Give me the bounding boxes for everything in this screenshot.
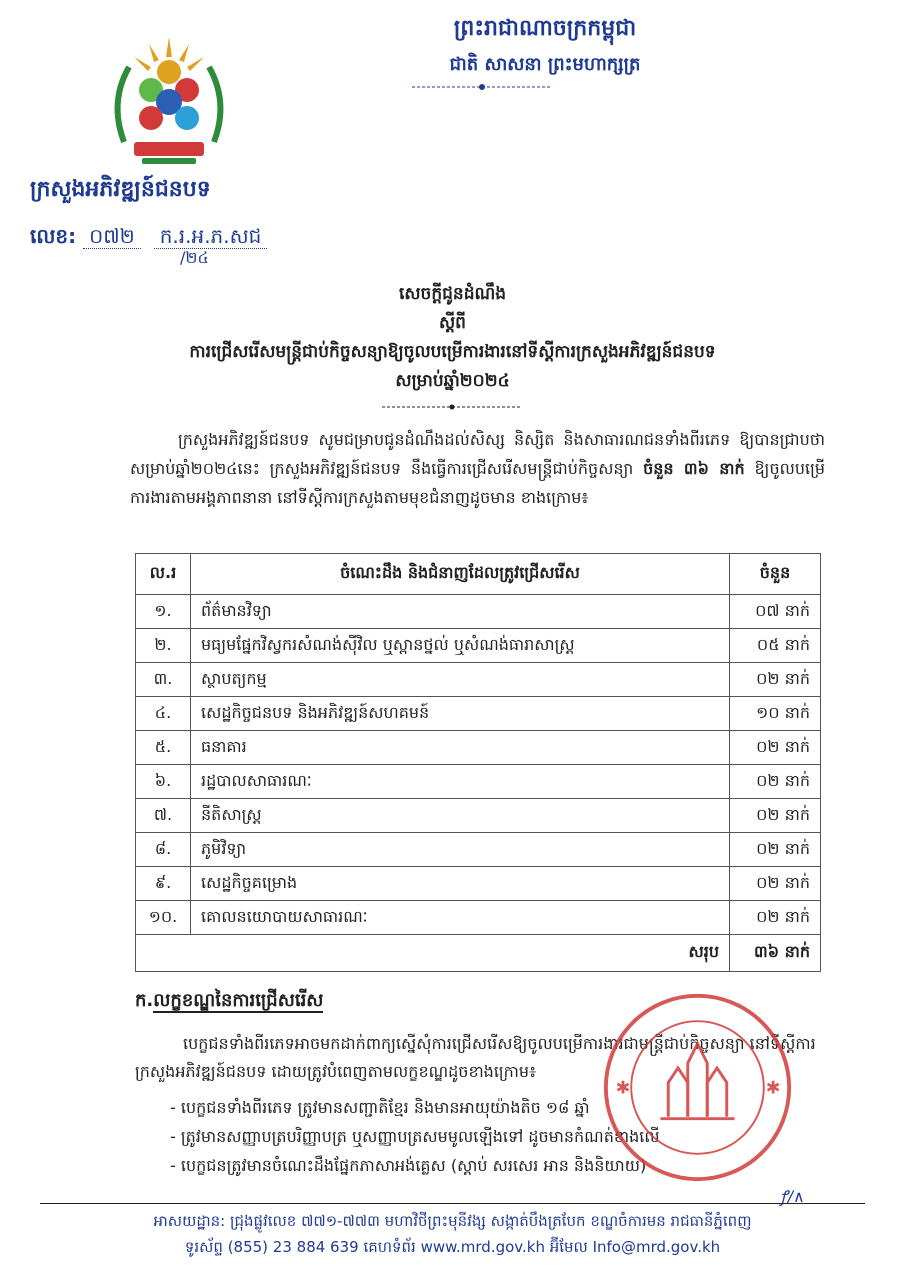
row-no: ៧. [136, 799, 191, 833]
col-header-no: ល.រ [136, 554, 191, 595]
table-row [136, 765, 821, 799]
ref-code: ក.រ.អ.ភ.សជ [154, 224, 268, 249]
intro-paragraph [130, 425, 825, 512]
row-count: ០៥ នាក់ [730, 629, 821, 663]
table-row [136, 629, 821, 663]
row-no: ១. [136, 595, 191, 629]
row-no: ៥. [136, 731, 191, 765]
row-count: ០២ នាក់ [730, 799, 821, 833]
total-value: ៣៦ នាក់ [730, 935, 821, 972]
row-count: ០២ នាក់ [730, 901, 821, 935]
table-row [136, 595, 821, 629]
kingdom-title: ព្រះរាជាណាចក្រកម្ពុជា [453, 16, 637, 41]
row-no: ៦. [136, 765, 191, 799]
table-total-row [136, 935, 821, 972]
row-no: ៤. [136, 697, 191, 731]
col-header-count: ចំនួន [730, 554, 821, 595]
total-label: សរុប [136, 935, 730, 972]
row-no: ៣. [136, 663, 191, 697]
table-header-row [136, 554, 821, 595]
footer-divider [40, 1203, 865, 1204]
row-field: ភូមិវិទ្យា [191, 833, 730, 867]
intro-text: ក្រសួងអភិវឌ្ឍន៍ជនបទ សូមជម្រាបជូនដំណឹងដល់សិស្ស និស្សិត និងសាធារណជនទាំងពីរភេទ ឱ្យបានជ្រាបថា សម្រាប់ឆ្នាំ២០២៤នេះ ក្រសួងអភិវឌ្ឍន៍ជនបទ នឹងធ្វើការជ្រើសរើសមន្រ្តីជាប់កិច្ចសន្យា [130, 430, 825, 478]
list-item: - បេក្ខជនទាំងពីរភេទ ត្រូវមានសញ្ជាតិខ្មែរ និងមានអាយុយ៉ាងតិច ១៨ ឆ្នាំ [170, 1098, 590, 1117]
table-row [136, 833, 821, 867]
list-item: - ត្រូវមានសញ្ញាបត្របរិញ្ញាបត្រ ឬសញ្ញាបត្រសមមូលឡើងទៅ ដូចមានកំណត់ខាងលើ [170, 1127, 660, 1146]
table-row [136, 731, 821, 765]
svg-text:✱: ✱ [615, 1078, 631, 1099]
row-field: រដ្ឋបាលសាធារណៈ [191, 765, 730, 799]
row-count: ១០ នាក់ [730, 697, 821, 731]
table-row [136, 901, 821, 935]
footer-address: អាសយដ្ឋាន: ជ្រុងផ្លូវលេខ ៧៧១-៧៧៣ មហាវិថីព្រះមុនីវង្ស សង្កាត់បឹងត្របែក ខណ្ឌចំការមន រាជធានីភ្នំពេញ [153, 1212, 752, 1230]
ornament-divider [382, 402, 522, 412]
table-row [136, 697, 821, 731]
ref-number: ០៧២ [83, 224, 141, 249]
ministry-logo-icon [104, 32, 234, 172]
row-field: ស្ថាបត្យកម្ម [191, 663, 730, 697]
list-item: - បេក្ខជនត្រូវមានចំណេះដឹងផ្នែកភាសាអង់គ្លេស (ស្តាប់ សរសេរ អាន និងនិយាយ) [170, 1156, 647, 1175]
row-field: គោលនយោបាយសាធារណៈ [191, 901, 730, 935]
signature: ꝭ∕∧ [780, 1187, 805, 1206]
section-heading [135, 988, 323, 1015]
intro-bold-count: ចំនួន ៣៦ នាក់ [643, 459, 745, 478]
table-row [136, 799, 821, 833]
row-field: សេដ្ឋកិច្ចជនបទ និងអភិវឌ្ឍន៍សហគមន៍ [191, 697, 730, 731]
row-count: ០២ នាក់ [730, 731, 821, 765]
ref-suffix: /២៤ [180, 248, 209, 267]
row-field: នីតិសាស្រ្ត [191, 799, 730, 833]
notice-title: សេចក្តីជូនដំណឹង [398, 284, 507, 304]
row-no: ២. [136, 629, 191, 663]
official-stamp-icon [600, 990, 795, 1185]
row-field: មធ្យមផ្នែកវិស្វករសំណង់ស៊ីវិល ឬស្ពានថ្នល់ ឬសំណង់ធារាសាស្រ្ត [191, 629, 730, 663]
row-count: ០២ នាក់ [730, 765, 821, 799]
row-count: ០២ នាក់ [730, 833, 821, 867]
reference-number [30, 223, 267, 267]
ref-label: លេខ: [30, 224, 77, 248]
row-count: ០២ នាក់ [730, 663, 821, 697]
conditions-text: បេក្ខជនទាំងពីរភេទអាចមកដាក់ពាក្យស្នើសុំការជ្រើសរើសឱ្យចូលបម្រើការងារជាមន្រ្តីជាប់កិច្ចសន្យា នៅទីស្តីការក្រសួងអភិវឌ្ឍន៍ជនបទ ដោយត្រូវបំពេញតាមលក្ខខណ្ឌដូចខាងក្រោម៖ [135, 1034, 816, 1081]
ministry-name: ក្រសួងអភិវឌ្ឍន៍ជនបទ [30, 177, 211, 202]
intro-text-end: ឱ្យចូលបម្រើការងារតាមអង្គភាពនានា នៅទីស្តីការក្រសួងតាមមុខជំនាញដូចមាន ខាងក្រោម៖ [130, 459, 825, 507]
footer-contact: ទូរស័ព្ទ (855) 23 884 639 គេហទំព័រ www.mrd.gov.kh អ៊ីមែល Info@mrd.gov.kh [184, 1238, 721, 1256]
notice-year: សម្រាប់ឆ្នាំ២០២៤ [395, 371, 510, 391]
national-motto: ជាតិ សាសនា ព្រះមហាក្សត្រ [449, 54, 641, 75]
row-no: ៨. [136, 833, 191, 867]
svg-text:✱: ✱ [765, 1078, 781, 1099]
row-count: ០២ នាក់ [730, 867, 821, 901]
notice-subject: ការជ្រើសរើសមន្រ្តីជាប់កិច្ចសន្យាឱ្យចូលបម្រើការងារនៅទីស្តីការក្រសួងអភិវឌ្ឍន៍ជនបទ [189, 342, 716, 362]
row-no: ៩. [136, 867, 191, 901]
section-title: លក្ខខណ្ឌនៃការជ្រើសរើស [153, 990, 324, 1011]
row-count: ០៧ នាក់ [730, 595, 821, 629]
positions-table [135, 553, 821, 972]
row-field: ធនាគារ [191, 731, 730, 765]
row-field: សេដ្ឋកិច្ចគម្រោង [191, 867, 730, 901]
col-header-field: ចំណេះដឹង និងជំនាញដែលត្រូវជ្រើសរើស [191, 554, 730, 595]
ornament-divider [412, 82, 552, 92]
row-no: ១០. [136, 901, 191, 935]
table-row [136, 663, 821, 697]
row-field: ព័ត៌មានវិទ្យា [191, 595, 730, 629]
table-row [136, 867, 821, 901]
notice-subject-label: ស្តីពី [439, 313, 466, 333]
section-prefix: ក. [135, 990, 154, 1011]
